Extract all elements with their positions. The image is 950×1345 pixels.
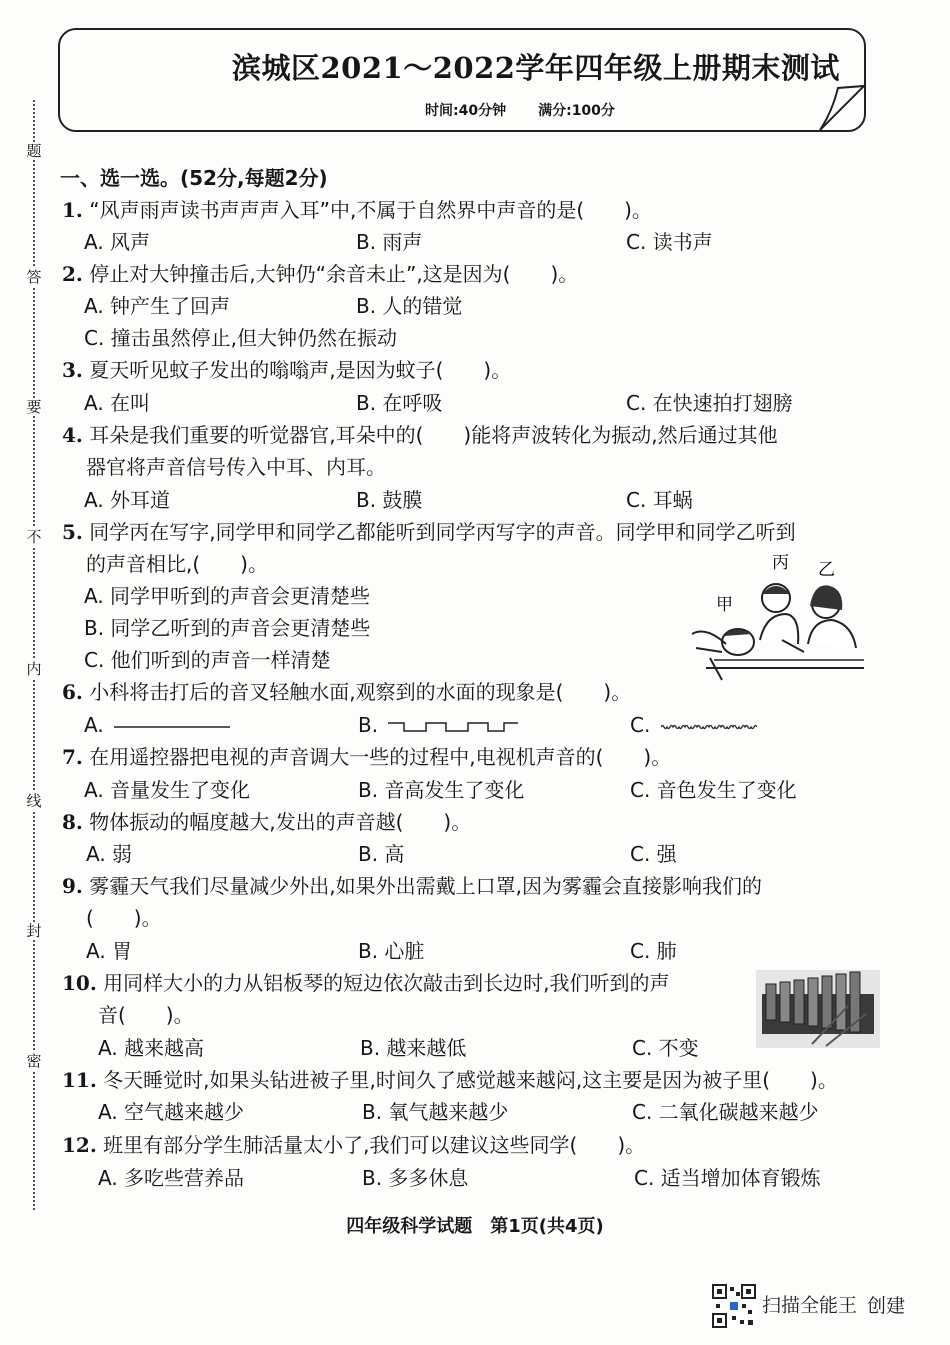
- option-c[interactable]: C. 他们听到的声音一样清楚: [84, 648, 331, 672]
- option-b[interactable]: B. 氧气越来越少: [362, 1100, 509, 1124]
- option-a[interactable]: A. 多吃些营养品: [98, 1166, 245, 1190]
- option-c[interactable]: C. 音色发生了变化: [630, 778, 797, 802]
- question-text: 耳朵是我们重要的听觉器官,耳朵中的( )能将声波转化为振动,然后通过其他: [89, 423, 778, 447]
- exam-title: 滨城区2021～2022学年四年级上册期末测试: [232, 51, 840, 85]
- scanner-watermark: [712, 1284, 905, 1328]
- student-label-jia: 甲: [716, 595, 733, 615]
- question-text: 用同样大小的力从铝板琴的短边依次敲击到长边时,我们听到的声: [103, 971, 670, 995]
- page-footer: [0, 1212, 950, 1238]
- option-label: C.: [630, 713, 651, 737]
- exam-meta: [425, 100, 615, 120]
- option-a[interactable]: A. 风声: [84, 230, 151, 254]
- option-b[interactable]: [358, 711, 518, 739]
- scanner-action: 创建: [867, 1294, 906, 1317]
- footer-subject: 四年级科学试题: [346, 1216, 473, 1237]
- question-number: 10.: [62, 971, 97, 995]
- flat-line-icon: [114, 721, 230, 733]
- option-label: B.: [358, 713, 379, 737]
- question-12: [62, 1131, 645, 1159]
- option-c[interactable]: C. 二氧化碳越来越少: [632, 1100, 819, 1124]
- option-b[interactable]: B. 鼓膜: [356, 488, 423, 512]
- option-b[interactable]: B. 高: [358, 842, 405, 866]
- question-number: 2.: [62, 262, 83, 286]
- question-5: [62, 518, 796, 546]
- question-number: 7.: [62, 745, 83, 769]
- option-b[interactable]: B. 多多休息: [362, 1166, 469, 1190]
- question-number: 6.: [62, 680, 83, 704]
- student-label-bing: 丙: [772, 553, 789, 573]
- option-c[interactable]: C. 在快速拍打翅膀: [626, 391, 793, 415]
- page-curl-icon: [818, 82, 868, 134]
- binding-char: 线: [24, 792, 44, 810]
- question-number: 3.: [62, 358, 83, 382]
- exam-time: 时间:40分钟: [425, 103, 507, 119]
- question-number: 9.: [62, 874, 83, 898]
- option-c[interactable]: C. 适当增加体育锻炼: [634, 1166, 821, 1190]
- option-a[interactable]: A. 越来越高: [98, 1036, 205, 1060]
- option-b[interactable]: B. 越来越低: [360, 1036, 467, 1060]
- option-c[interactable]: C. 读书声: [626, 230, 713, 254]
- option-c[interactable]: C. 强: [630, 842, 677, 866]
- question-number: 5.: [62, 520, 83, 544]
- question-6: [62, 678, 631, 706]
- binding-char: 答: [24, 268, 44, 286]
- question-11: [62, 1066, 838, 1094]
- question-2: [62, 260, 578, 288]
- students-illustration: [686, 548, 866, 684]
- option-a[interactable]: A. 空气越来越少: [98, 1100, 245, 1124]
- option-b[interactable]: B. 雨声: [356, 230, 423, 254]
- scanner-app-name: 扫描全能王: [762, 1294, 858, 1317]
- option-c[interactable]: C. 肺: [630, 939, 677, 963]
- question-8: [62, 808, 471, 836]
- binding-char: 封: [24, 922, 44, 940]
- option-b[interactable]: B. 同学乙听到的声音会更清楚些: [84, 616, 371, 640]
- option-a[interactable]: A. 弱: [86, 842, 133, 866]
- question-text: “风声雨声读书声声声入耳”中,不属于自然界中声音的是( )。: [89, 198, 652, 222]
- option-a[interactable]: A. 在叫: [84, 391, 151, 415]
- exam-score: 满分:100分: [538, 103, 615, 119]
- question-text-continued: 音( )。: [98, 1003, 194, 1027]
- question-text: 物体振动的幅度越大,发出的声音越( )。: [89, 810, 472, 834]
- question-7: [62, 743, 671, 771]
- question-text: 同学丙在写字,同学甲和同学乙都能听到同学丙写字的声音。同学甲和同学乙听到: [89, 520, 796, 544]
- binding-char: 密: [24, 1052, 44, 1070]
- option-c[interactable]: C. 耳蜗: [626, 488, 693, 512]
- option-b[interactable]: B. 音高发生了变化: [358, 778, 525, 802]
- question-1: [62, 196, 652, 224]
- binding-line: [33, 100, 35, 1210]
- question-text: 在用遥控器把电视的声音调大一些的过程中,电视机声音的( )。: [89, 745, 672, 769]
- option-a[interactable]: A. 同学甲听到的声音会更清楚些: [84, 584, 371, 608]
- question-text: 班里有部分学生肺活量太小了,我们可以建议这些同学( )。: [103, 1133, 646, 1157]
- option-b[interactable]: B. 心脏: [358, 939, 425, 963]
- question-text: 夏天听见蚊子发出的嗡嗡声,是因为蚊子( )。: [89, 358, 512, 382]
- option-label: A.: [84, 713, 104, 737]
- binding-char: 不: [24, 528, 44, 546]
- question-3: [62, 356, 511, 384]
- option-c[interactable]: [630, 711, 757, 739]
- question-number: 8.: [62, 810, 83, 834]
- option-a[interactable]: A. 胃: [86, 939, 133, 963]
- student-label-yi: 乙: [818, 560, 835, 580]
- option-a[interactable]: A. 外耳道: [84, 488, 171, 512]
- question-number: 11.: [62, 1068, 97, 1092]
- binding-char: 题: [24, 142, 44, 160]
- option-b[interactable]: B. 在呼吸: [356, 391, 443, 415]
- question-text-continued: 器官将声音信号传入中耳、内耳。: [86, 455, 386, 479]
- question-9: [62, 872, 762, 900]
- metallophone-illustration: [756, 970, 880, 1048]
- binding-char: 要: [24, 398, 44, 416]
- question-text: 雾霾天气我们尽量减少外出,如果外出需戴上口罩,因为雾霾会直接影响我们的: [89, 874, 762, 898]
- question-number: 4.: [62, 423, 83, 447]
- question-text: 冬天睡觉时,如果头钻进被子里,时间久了感觉越来越闷,这主要是因为被子里( )。: [103, 1068, 838, 1092]
- section-title: 一、选一选。(52分,每题2分): [60, 166, 328, 190]
- question-number: 1.: [62, 198, 83, 222]
- qr-code-icon: [712, 1284, 756, 1328]
- footer-page-number: 第1页(共4页): [490, 1216, 604, 1237]
- ripple-wave-icon: [661, 721, 757, 733]
- question-text: 停止对大钟撞击后,大钟仍“余音未止”,这是因为( )。: [89, 262, 579, 286]
- question-text-continued: 的声音相比,( )。: [86, 552, 268, 576]
- binding-char: 内: [24, 660, 44, 678]
- option-b[interactable]: B. 人的错觉: [356, 294, 463, 318]
- question-text-continued: ( )。: [86, 906, 162, 930]
- option-a[interactable]: A. 音量发生了变化: [84, 778, 251, 802]
- question-text: 小科将击打后的音叉轻触水面,观察到的水面的现象是( )。: [89, 680, 632, 704]
- option-a[interactable]: [84, 711, 230, 739]
- option-c[interactable]: C. 撞击虽然停止,但大钟仍然在振动: [84, 326, 398, 350]
- option-c[interactable]: C. 不变: [632, 1036, 699, 1060]
- square-wave-icon: [388, 720, 518, 734]
- option-a[interactable]: A. 钟产生了回声: [84, 294, 231, 318]
- question-number: 12.: [62, 1133, 97, 1157]
- question-4: [62, 421, 778, 449]
- question-10: [62, 969, 670, 997]
